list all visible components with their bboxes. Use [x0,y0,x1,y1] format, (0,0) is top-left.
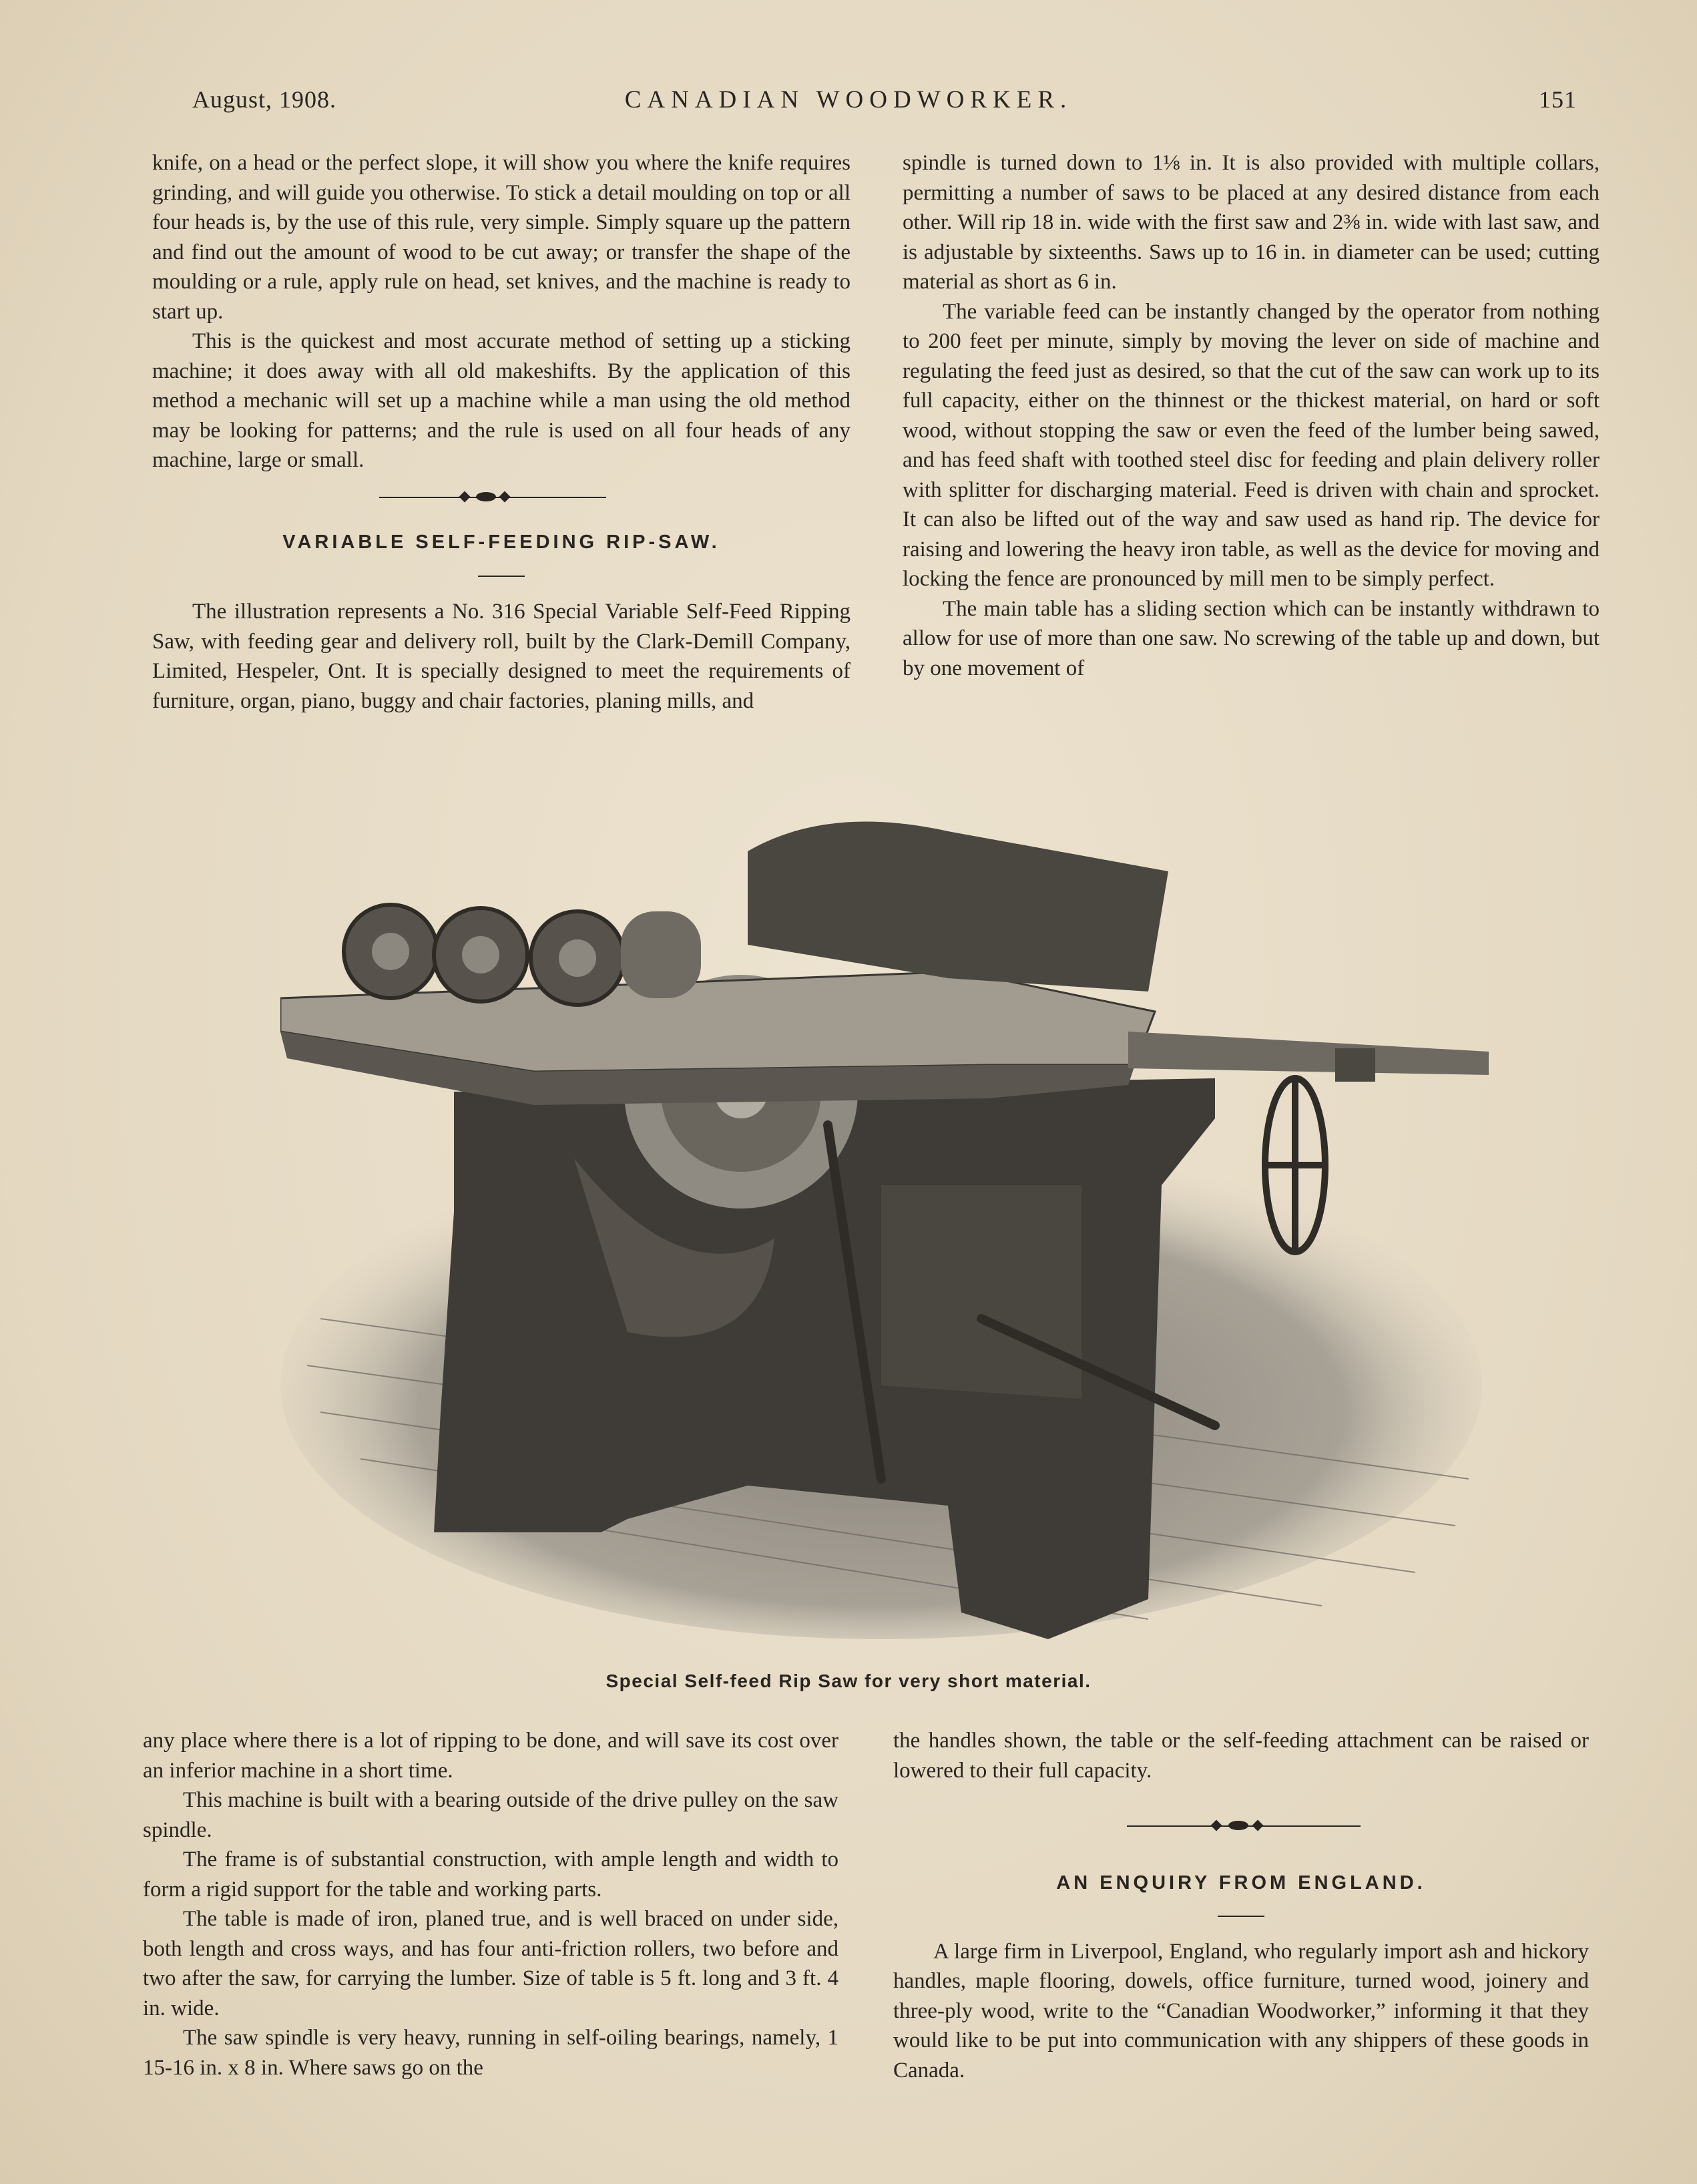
paragraph: The variable feed can be instantly changed by the operator from nothing to 200 feet per minute, simply by moving the lever on side of machine and regulating the feed just as desired, so that the cut of the saw can work up to its full capacity, either on the thinnest or the thickest material, on hard or soft wood, without stopping the saw or even the feed of the lumber being sawed, and has feed shaft with toothed steel disc for feeding and plain delivery roller with splitter for discharging material. Feed is driven with chain and sprocket. It can also be lifted out of the way and saw used as hand rip. The device for raising and lowering the heavy iron table, as well as the device for moving and locking the fence are pronounced by mill men to be simply perfect. [903,299,1600,591]
paragraph: A large firm in Liverpool, England, who regularly import ash and hickory handles, maple flooring, dowels, office furniture, turned wood, joinery and three-ply wood, write to the “Canadian Woodworker,” informing it that they would like to be put into communication with any shippers of these goods in Canada. [893,1939,1589,2083]
column-upper-right [903,148,1600,683]
paragraph: The illustration represents a No. 316 Special Variable Self-Feed Ripping Saw, with feeding gear and delivery roll, built by the Clark-Demill Company, Limited, Hespeler, Ont. It is specially designed to meet the requirements of furniture, organ, piano, buggy and chair factories, planing mills, and [152,600,851,713]
paragraph: This machine is built with a bearing outside of the drive pulley on the saw spindle. [143,1788,838,1842]
rip-saw-illustration [280,811,1495,1649]
heading-rule [1218,1916,1264,1917]
header-page-number: 151 [1539,86,1577,113]
column-lower-right [893,1726,1589,2085]
paragraph: The main table has a sliding section which can be instantly withdrawn to allow for use of more than one saw. No screwing of the table up and down, but by one movement of [903,596,1600,680]
column-lower-left [143,1726,838,2083]
column-upper-left [152,148,851,716]
fence-rail [1128,1032,1489,1075]
ornament-divider [152,490,851,505]
paragraph: This is the quickest and most accurate method of setting up a sticking machine; it does away with all old makeshifts. By the application of this method a mechanic will set up a machine while a man using the old method may be looking for patterns; and the rule is used on all four heads of any machine, large or small. [152,329,851,472]
section-heading: AN ENQUIRY FROM ENGLAND. [1056,1872,1426,1894]
header-date: August, 1908. [192,86,337,113]
figure-caption: Special Self-feed Rip Saw for very short material. [605,1671,1092,1691]
paragraph: The table is made of iron, planed true, and is well braced on under side, both length and cross ways, and has four anti-friction rollers, two before and two after the saw, for carrying the lumber. Size of table is 5 ft. long and 3 ft. 4 in. wide. [143,1907,838,2020]
hand-wheel [1265,1078,1325,1252]
paragraph: the handles shown, the table or the self-feeding attachment can be raised or lowered to their full capacity. [893,1729,1589,1783]
paragraph: knife, on a head or the perfect slope, it will show you where the knife requires grinding, and will guide you otherwise. To stick a detail moulding on top or all four heads is, by the use of this rule, very simple. Simply square up the pattern and find out the amount of wood to be cut away; or transfer the shape of the moulding or a rule, apply rule on head, set knives, and the machine is ready to start up. [152,151,851,324]
header-title: CANADIAN WOODWORKER. [624,86,1073,114]
section-heading: VARIABLE SELF-FEEDING RIP-SAW. [282,531,720,553]
paragraph: spindle is turned down to 1⅛ in. It is also provided with multiple collars, permitting a number of saws to be placed at any desired distance from each other. Will rip 18 in. wide with the first saw and 2⅜ in. wide with last saw, and is adjustable by sixteenths. Saws up to 16 in. in diameter can be used; cutting material as short as 6 in. [903,151,1600,294]
paragraph: The frame is of substantial construction, with ample length and width to form a rigid support for the table and working parts. [143,1847,838,1902]
ornament-divider [893,1819,1589,1833]
paragraph: The saw spindle is very heavy, running in self-oiling bearings, namely, 1 15-16 in. x 8 in. Where saws go on the [143,2026,838,2080]
paragraph: any place where there is a lot of ripping to be done, and will save its cost over an inferior machine in a short time. [143,1729,838,1783]
heading-rule [478,576,525,577]
